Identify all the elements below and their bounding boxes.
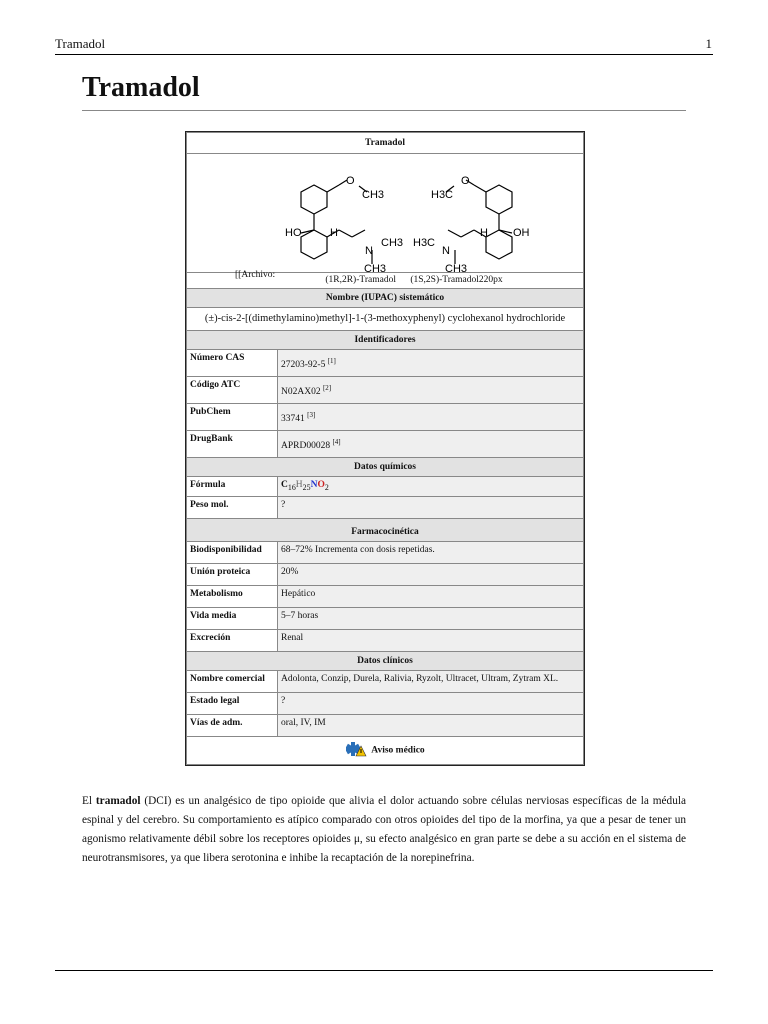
page-title: Tramadol — [82, 72, 200, 103]
pk-label: Excreción — [187, 630, 278, 652]
identifier-value — [278, 404, 584, 431]
n-methyl-label-right: H3C — [413, 237, 436, 249]
title-rule — [82, 110, 686, 111]
infobox-caption: Tramadol — [187, 133, 584, 154]
clinical-value: ? — [278, 693, 584, 715]
identifier-label: PubChem — [187, 404, 278, 431]
nitrogen-label: N — [365, 245, 373, 257]
page-number: 1 — [705, 36, 712, 51]
pk-label: Metabolismo — [187, 586, 278, 608]
formula-nitrogen[interactable]: N — [310, 480, 318, 490]
tramadol-structure-image — [187, 154, 583, 272]
identifier-value — [278, 377, 584, 404]
identifier-row — [187, 377, 584, 404]
formula-label: Fórmula — [187, 477, 278, 497]
formula-carbon[interactable]: C — [281, 480, 288, 490]
identifier-label: Número CAS — [187, 350, 278, 377]
formula-carbon-count: 16 — [287, 482, 296, 492]
intro-paragraph — [82, 792, 686, 868]
pubchem-id: 33741 — [281, 414, 305, 425]
formula-hydrogen[interactable]: H — [295, 480, 303, 490]
cas-number: 27203-92-5 — [281, 360, 326, 371]
atc-code: N02AX02 — [281, 387, 321, 398]
enantiomer-label-ss: (1S,2S)-Tramadol220px — [410, 275, 503, 285]
medical-warning-link[interactable]: Aviso médico — [371, 745, 425, 756]
hydrogen-label: H — [330, 227, 338, 239]
pharmacokinetics-header: Farmacocinética — [187, 519, 584, 542]
clinical-label: Vías de adm. — [187, 715, 278, 737]
drugbank-ref-link[interactable]: [4] — [332, 438, 341, 446]
hydroxyl-label: HO — [285, 227, 302, 239]
header-rule — [55, 54, 713, 55]
mass-value: ? — [278, 497, 584, 519]
hydrogen-label-right: H — [480, 227, 488, 239]
methoxy-oxygen-label-right: O — [461, 175, 470, 187]
n-methyl-label: CH3 — [381, 237, 404, 249]
running-title: Tramadol — [55, 36, 106, 51]
formula-oxygen-count: 2 — [324, 482, 329, 492]
drug-infobox — [185, 131, 585, 766]
enantiomer-label-rr: (1R,2R)-Tramadol — [325, 275, 396, 285]
pk-value: 5–7 horas — [278, 608, 584, 630]
medical-warning-cell — [187, 737, 584, 765]
para-text-start: El — [82, 795, 96, 807]
medical-warning-icon — [345, 741, 367, 760]
clinical-label: Nombre comercial — [187, 671, 278, 693]
pk-label: Vida media — [187, 608, 278, 630]
clinical-label: Estado legal — [187, 693, 278, 715]
pk-value: Renal — [278, 630, 584, 652]
identifier-value — [278, 431, 584, 458]
drugbank-id: APRD00028 — [281, 441, 331, 452]
cas-ref-link[interactable]: [1] — [327, 357, 336, 365]
identifier-value — [278, 350, 584, 377]
atc-ref-link[interactable]: [2] — [322, 384, 332, 392]
para-bold-term: tramadol — [95, 795, 141, 807]
methoxy-oxygen-label: O — [346, 175, 355, 187]
methyl-label-right: H3C — [431, 189, 454, 201]
clinical-value: Adolonta, Conzip, Durela, Ralivia, Ryzolt, Ultracet, Ultram, Zytram XL. — [278, 671, 584, 693]
identifier-row — [187, 431, 584, 458]
identifier-label: Código ATC — [187, 377, 278, 404]
chemical-data-header: Datos químicos — [187, 458, 584, 477]
identifier-label: DrugBank — [187, 431, 278, 458]
identifiers-header: Identificadores — [187, 331, 584, 350]
mass-label: Peso mol. — [187, 497, 278, 519]
pk-label: Biodisponibilidad — [187, 542, 278, 564]
pk-label: Unión proteica — [187, 564, 278, 586]
para-text-body: (DCI) es un analgésico de tipo opioide que alivia el dolor actuando sobre células nerviosas específicas de la médula espinal y del cerebro. Su comportamiento es atípico comparado con otros opioides del tipo de la morfina, ya que a pesar de tener un agonismo relativamente débil sobre los receptores opioides μ, su efecto analgésico en gran parte se debe a su acción en el sistema de neurotransmisores, ya que libera serotonina e inhibe la recaptación de la norepinefrina. — [82, 795, 686, 864]
formula-hydrogen-count: 25 — [302, 482, 311, 492]
pk-value: 20% — [278, 564, 584, 586]
image-file-prefix: [[Archivo: — [235, 270, 276, 280]
pk-value: Hepático — [278, 586, 584, 608]
clinical-data-header: Datos clínicos — [187, 652, 584, 671]
iupac-name: (±)-cis-2-[(dimethylamino)methyl]-1-(3-methoxyphenyl) cyclohexanol hydrochloride — [187, 308, 584, 331]
n-methyl-bottom-label-right: CH3 — [445, 263, 468, 272]
identifier-row — [187, 350, 584, 377]
nitrogen-label-right: N — [442, 245, 450, 257]
hydroxyl-label-right: OH — [513, 227, 530, 239]
identifier-row — [187, 404, 584, 431]
footer-rule — [55, 970, 713, 971]
formula-value — [278, 477, 584, 497]
n-methyl-bottom-label: CH3 — [364, 263, 387, 272]
formula-oxygen[interactable]: O — [317, 480, 325, 490]
iupac-header: Nombre (IUPAC) sistemático — [187, 289, 584, 308]
methyl-label: CH3 — [362, 189, 385, 201]
clinical-value: oral, IV, IM — [278, 715, 584, 737]
pubchem-ref-link[interactable]: [3] — [307, 411, 316, 419]
pk-value: 68–72% Incrementa con dosis repetidas. — [278, 542, 584, 564]
